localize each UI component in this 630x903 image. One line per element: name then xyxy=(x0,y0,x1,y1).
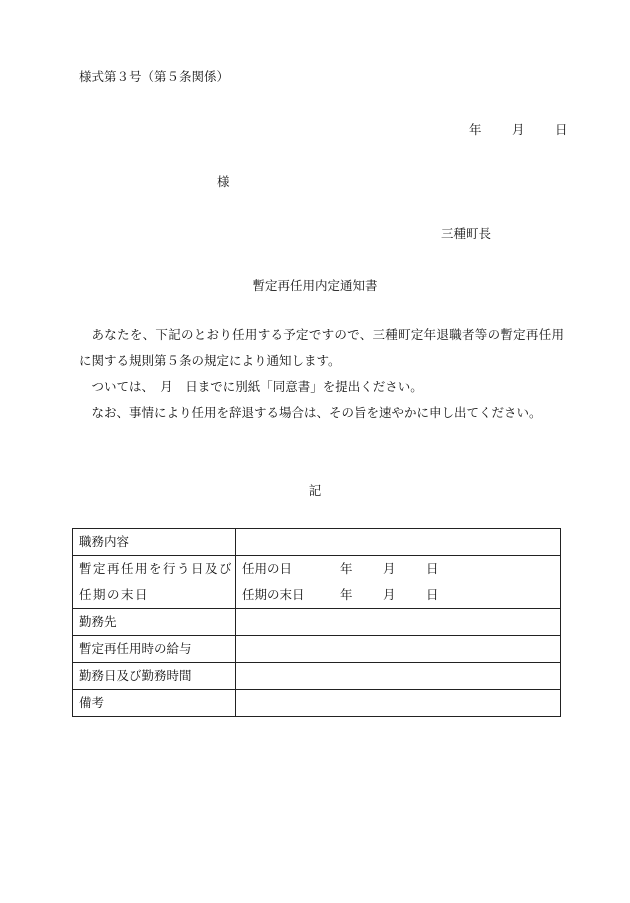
table-row xyxy=(73,609,561,636)
table-row xyxy=(73,529,561,556)
table-row xyxy=(73,690,561,717)
addressee-suffix: 様 xyxy=(217,174,230,189)
period-start-label: 任用の日 xyxy=(242,561,293,576)
date-month-label: 月 xyxy=(512,122,525,137)
table-row xyxy=(73,636,561,663)
row-value-appointment-period xyxy=(236,556,561,609)
row-value-duties xyxy=(236,529,561,556)
issuer-name: 三種町長 xyxy=(441,226,492,241)
date-year-label: 年 xyxy=(469,122,482,137)
period-end-month: 月 xyxy=(383,587,396,602)
form-number: 様式第３号（第５条関係） xyxy=(79,69,230,84)
row-label-work-schedule: 勤務日及び勤務時間 xyxy=(73,663,236,690)
period-end-year: 年 xyxy=(340,587,353,602)
period-end-line xyxy=(242,582,560,608)
period-end-label: 任期の末日 xyxy=(242,587,305,602)
body-paragraph: ついては、 月 日までに別紙「同意書」を提出ください。 xyxy=(91,379,423,394)
row-label-salary: 暫定再任用時の給与 xyxy=(73,636,236,663)
row-label-duties: 職務内容 xyxy=(73,529,236,556)
period-start-year: 年 xyxy=(340,561,353,576)
table-row xyxy=(73,556,561,609)
row-value-remarks xyxy=(236,690,561,717)
row-value-workplace xyxy=(236,609,561,636)
date-day-label: 日 xyxy=(555,122,568,137)
row-label-appointment-period: 暫定再任用を行う日及び任期の末日 xyxy=(73,556,236,609)
period-start-month: 月 xyxy=(383,561,396,576)
date-line xyxy=(469,120,568,138)
document-title: 暫定再任用内定通知書 xyxy=(252,278,378,293)
period-end-day: 日 xyxy=(426,587,439,602)
row-label-remarks: 備考 xyxy=(73,690,236,717)
row-value-work-schedule xyxy=(236,663,561,690)
table-row xyxy=(73,663,561,690)
body-paragraph: あなたを、下記のとおり任用する予定ですので、三種町定年退職者等の暫定再任用に関する規則第５条の規定により通知します。 xyxy=(79,327,564,368)
appointment-details-table xyxy=(72,528,561,717)
ki-heading: 記 xyxy=(308,483,322,498)
period-start-line xyxy=(242,556,560,582)
body-paragraph: なお、事情により任用を辞退する場合は、その旨を速やかに申し出てください。 xyxy=(91,405,542,420)
row-value-salary xyxy=(236,636,561,663)
row-label-workplace: 勤務先 xyxy=(73,609,236,636)
period-start-day: 日 xyxy=(426,561,439,576)
